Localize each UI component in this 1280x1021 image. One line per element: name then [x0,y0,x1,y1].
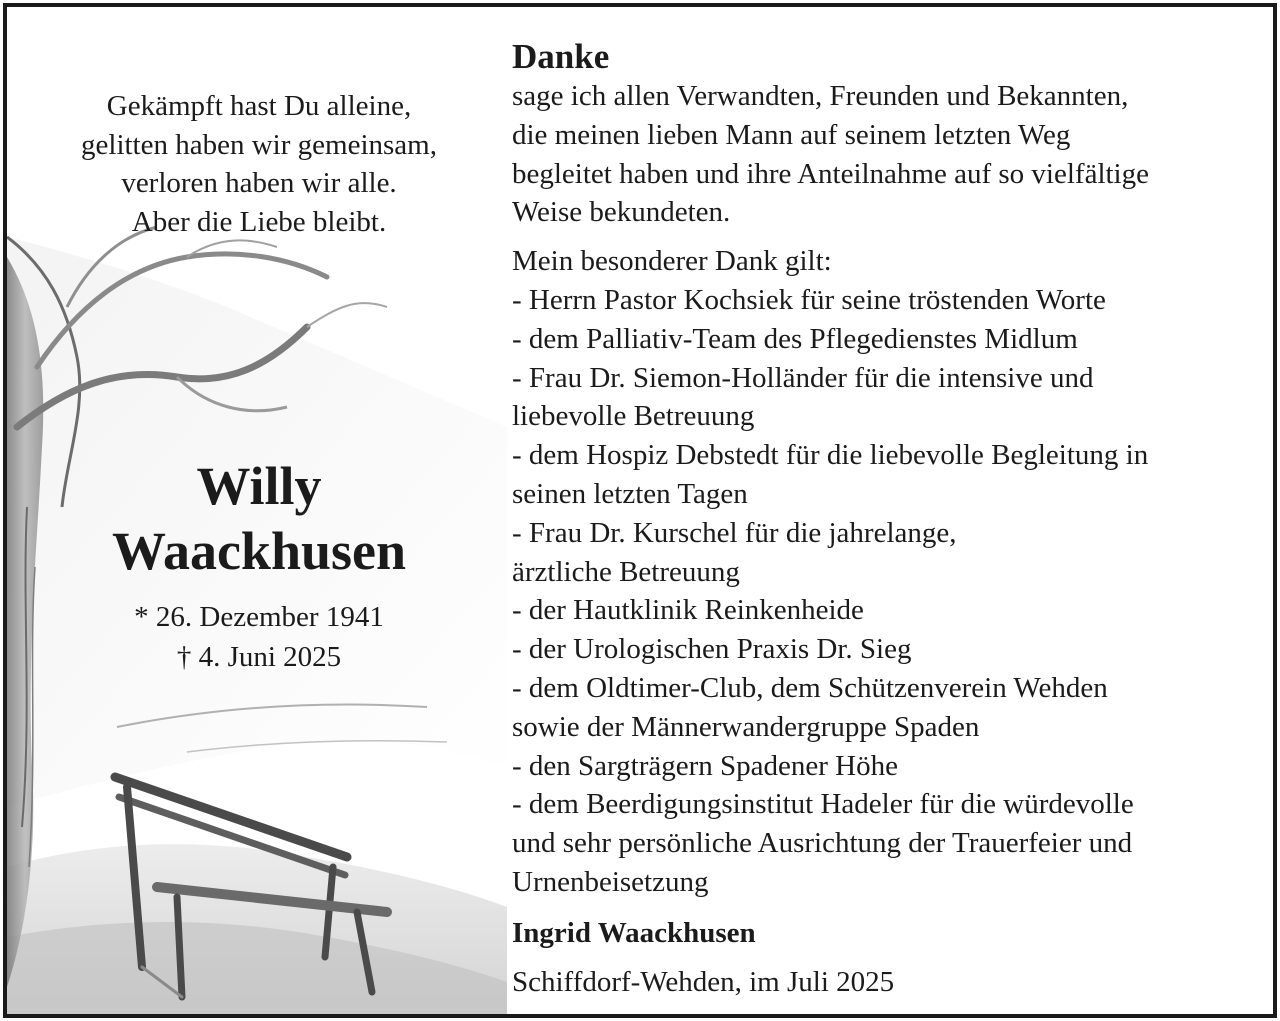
list-line: und sehr persönliche Ausrichtung der Trauerfeier und [512,827,1133,860]
poem-line: gelitten haben wir gemeinsam, [81,128,437,161]
obituary-frame [3,3,1277,1018]
list-line: ärztliche Betreuung [512,555,740,588]
list-line: - den Sargträgern Spadener Höhe [512,749,898,782]
thanks-text [512,37,1267,1001]
birth-date: * 26. Dezember 1941 [134,601,384,633]
deceased-first-name: Willy [196,456,322,516]
list-line: sowie der Männerwandergruppe Spaden [512,710,980,743]
signature: Ingrid Waackhusen [512,916,756,949]
place-date: Schiffdorf-Wehden, im Juli 2025 [512,965,895,998]
list-line: - dem Hospiz Debstedt für die liebevolle Begleitung in [512,439,1149,472]
thanks-list [512,242,1267,902]
thanks-intro [512,77,1267,232]
intro-line: begleitet haben und ihre Anteilnahme auf so vielfältige [512,157,1149,190]
list-line: - Herrn Pastor Kochsiek für seine tröstenden Worte [512,283,1106,316]
list-line: Mein besonderer Dank gilt: [512,245,832,278]
list-line: - dem Palliativ-Team des Pflegedienstes Midlum [512,322,1078,355]
memorial-poem [11,87,507,241]
list-line: liebevolle Betreuung [512,400,755,433]
intro-line: die meinen lieben Mann auf seinem letzten Weg [512,118,1071,151]
poem-line: Gekämpft hast Du alleine, [106,90,412,122]
list-line: - Frau Dr. Siemon-Holländer für die intensive und [512,361,1094,394]
list-line: Urnenbeisetzung [512,865,709,898]
list-line: - Frau Dr. Kurschel für die jahrelange, [512,516,957,549]
poem-line: verloren haben wir alle. [121,167,397,199]
list-line: - dem Beerdigungsinstitut Hadeler für die würdevolle [512,788,1134,821]
intro-line: sage ich allen Verwandten, Freunden und Bekannten, [512,80,1129,112]
life-dates [11,597,507,677]
list-line: - der Urologischen Praxis Dr. Sieg [512,633,912,666]
thanks-heading: Danke [512,37,610,76]
death-date: † 4. Juni 2025 [176,641,342,673]
deceased-last-name: Waackhusen [111,521,407,581]
list-line: seinen letzten Tagen [512,477,748,510]
poem-line: Aber die Liebe bleibt. [131,205,387,238]
list-line: - der Hautklinik Reinkenheide [512,594,864,627]
intro-line: Weise bekundeten. [512,196,731,229]
list-line: - dem Oldtimer-Club, dem Schützenverein Wehden [512,671,1108,704]
